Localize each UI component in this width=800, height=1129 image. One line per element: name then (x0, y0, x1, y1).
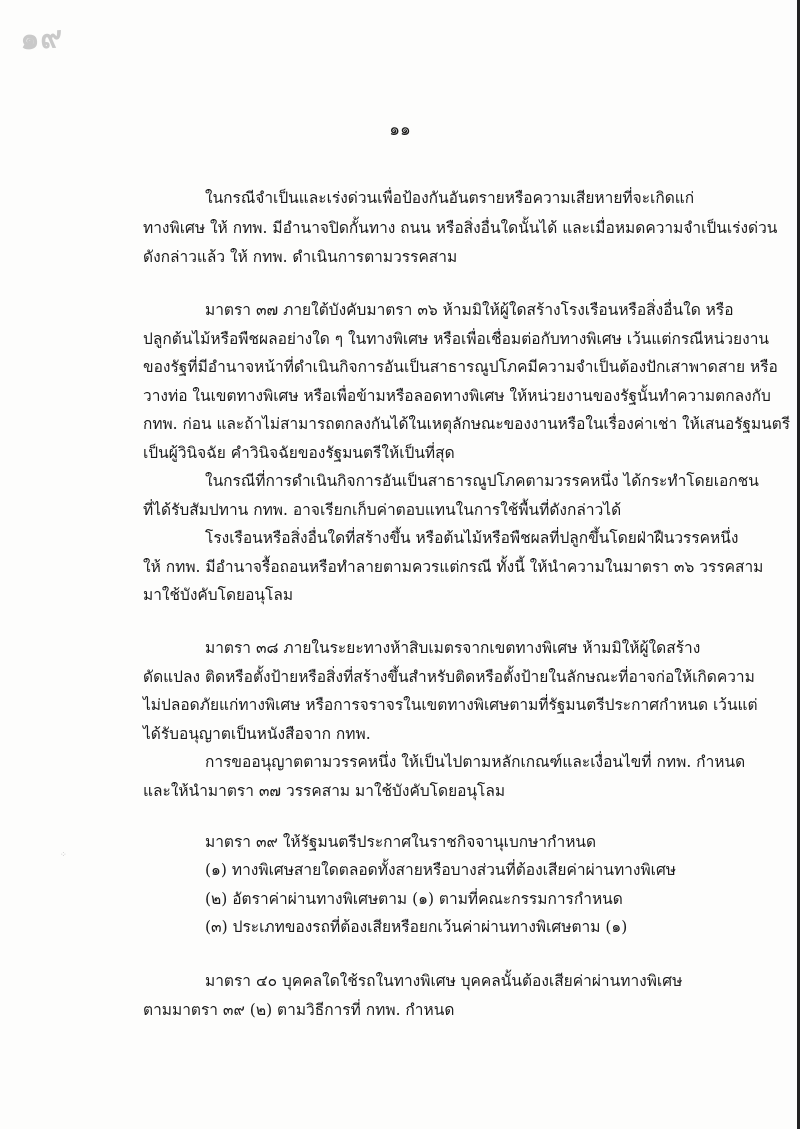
text-line: ไม่ปลอดภัยแก่ทางพิเศษ หรือการจราจรในเขตทางพิเศษตามที่รัฐมนตรีประกาศกำหนด เว้นแต่ (143, 696, 758, 714)
text-line: วางท่อ ในเขตทางพิเศษ หรือเพื่อข้ามหรือลอดทางพิเศษ ให้หน่วยงานของรัฐนั้นทำความตกลงกับ (143, 387, 771, 405)
text-line: เป็นผู้วินิจฉัย คำวินิจฉัยของรัฐมนตรีให้เป็นที่สุด (143, 444, 455, 462)
text-line: ในกรณีที่การดำเนินกิจการอันเป็นสาธารณูปโภคตามวรรคหนึ่ง ได้กระทำโดยเอกชน (205, 472, 759, 490)
text-line: ที่ได้รับสัมปทาน กทพ. อาจเรียกเก็บค่าตอบแทนในการใช้พื้นที่ดังกล่าวได้ (143, 501, 622, 519)
section-heading-40: มาตรา ๔๐ บุคคลใดใช้รถในทางพิเศษ บุคคลนั้นต้องเสียค่าผ่านทางพิเศษ (205, 972, 683, 990)
text-line: ดังกล่าวแล้ว ให้ กทพ. ดำเนินการตามวรรคสาม (143, 248, 458, 266)
text-line: ให้ กทพ. มีอำนาจรื้อถอนหรือทำลายตามควรแต่กรณี ทั้งนี้ ให้นำความในมาตรา ๓๖ วรรคสาม (143, 558, 764, 576)
text-line: โรงเรือนหรือสิ่งอื่นใดที่สร้างขึ้น หรือต้นไม้หรือพืชผลที่ปลูกขึ้นโดยฝ่าฝืนวรรคหนึ่ง (205, 529, 739, 547)
text-line: มาใช้บังคับโดยอนุโลม (143, 586, 294, 604)
text-line: ในกรณีจำเป็นและเร่งด่วนเพื่อป้องกันอันตรายหรือความเสียหายที่จะเกิดแก่ (205, 189, 695, 207)
text-line: กทพ. ก่อน และถ้าไม่สามารถตกลงกันได้ในเหตุลักษณะของงานหรือในเรื่องค่าเช่า ให้เสนอรัฐมนตรี (143, 415, 790, 433)
text-line: ปลูกต้นไม้หรือพืชผลอย่างใด ๆ ในทางพิเศษ หรือเพื่อเชื่อมต่อกับทางพิเศษ เว้นแต่กรณีหน่วยงาน (143, 330, 770, 348)
list-item: (๒) อัตราค่าผ่านทางพิเศษตาม (๑) ตามที่คณะกรรมการกำหนด (205, 890, 623, 908)
corner-stamp: ๑๙ (19, 19, 65, 58)
text-line: และให้นำมาตรา ๓๗ วรรคสาม มาใช้บังคับโดยอนุโลม (143, 782, 506, 800)
section-heading-38: มาตรา ๓๘ ภายในระยะทางห้าสิบเมตรจากเขตทางพิเศษ ห้ามมิให้ผู้ใดสร้าง (205, 639, 701, 657)
text-line: ตามมาตรา ๓๙ (๒) ตามวิธีการที่ กทพ. กำหนด (143, 1001, 455, 1019)
section-heading-39: มาตรา ๓๙ ให้รัฐมนตรีประกาศในราชกิจจานุเบกษากำหนด (205, 833, 597, 851)
text-line: ทางพิเศษ ให้ กทพ. มีอำนาจปิดกั้นทาง ถนน หรือสิ่งอื่นใดนั้นได้ และเมื่อหมดความจำเป็นเร่งด่วน (143, 219, 778, 237)
text-line: ของรัฐที่มีอำนาจหน้าที่ดำเนินกิจการอันเป็นสาธารณูปโภคมีความจำเป็นต้องปักเสาพาดสาย หรือ (143, 358, 778, 376)
page-number: ๑๑ (389, 120, 411, 140)
list-item: (๓) ประเภทของรถที่ต้องเสียหรือยกเว้นค่าผ่านทางพิเศษตาม (๑) (205, 918, 628, 936)
text-line: ได้รับอนุญาตเป็นหนังสือจาก กทพ. (143, 725, 371, 743)
scan-speck: ⁘ (60, 850, 67, 859)
section-heading-37: มาตรา ๓๗ ภายใต้บังคับมาตรา ๓๖ ห้ามมิให้ผู้ใดสร้างโรงเรือนหรือสิ่งอื่นใด หรือ (205, 301, 734, 319)
list-item: (๑) ทางพิเศษสายใดตลอดทั้งสายหรือบางส่วนที่ต้องเสียค่าผ่านทางพิเศษ (205, 861, 677, 879)
text-line: ดัดแปลง ติดหรือตั้งป้ายหรือสิ่งที่สร้างขึ้นสำหรับติดหรือตั้งป้ายในลักษณะที่อาจก่อให้เกิดความ (143, 668, 755, 686)
text-line: การขออนุญาตตามวรรคหนึ่ง ให้เป็นไปตามหลักเกณฑ์และเงื่อนไขที่ กทพ. กำหนด (205, 753, 746, 771)
